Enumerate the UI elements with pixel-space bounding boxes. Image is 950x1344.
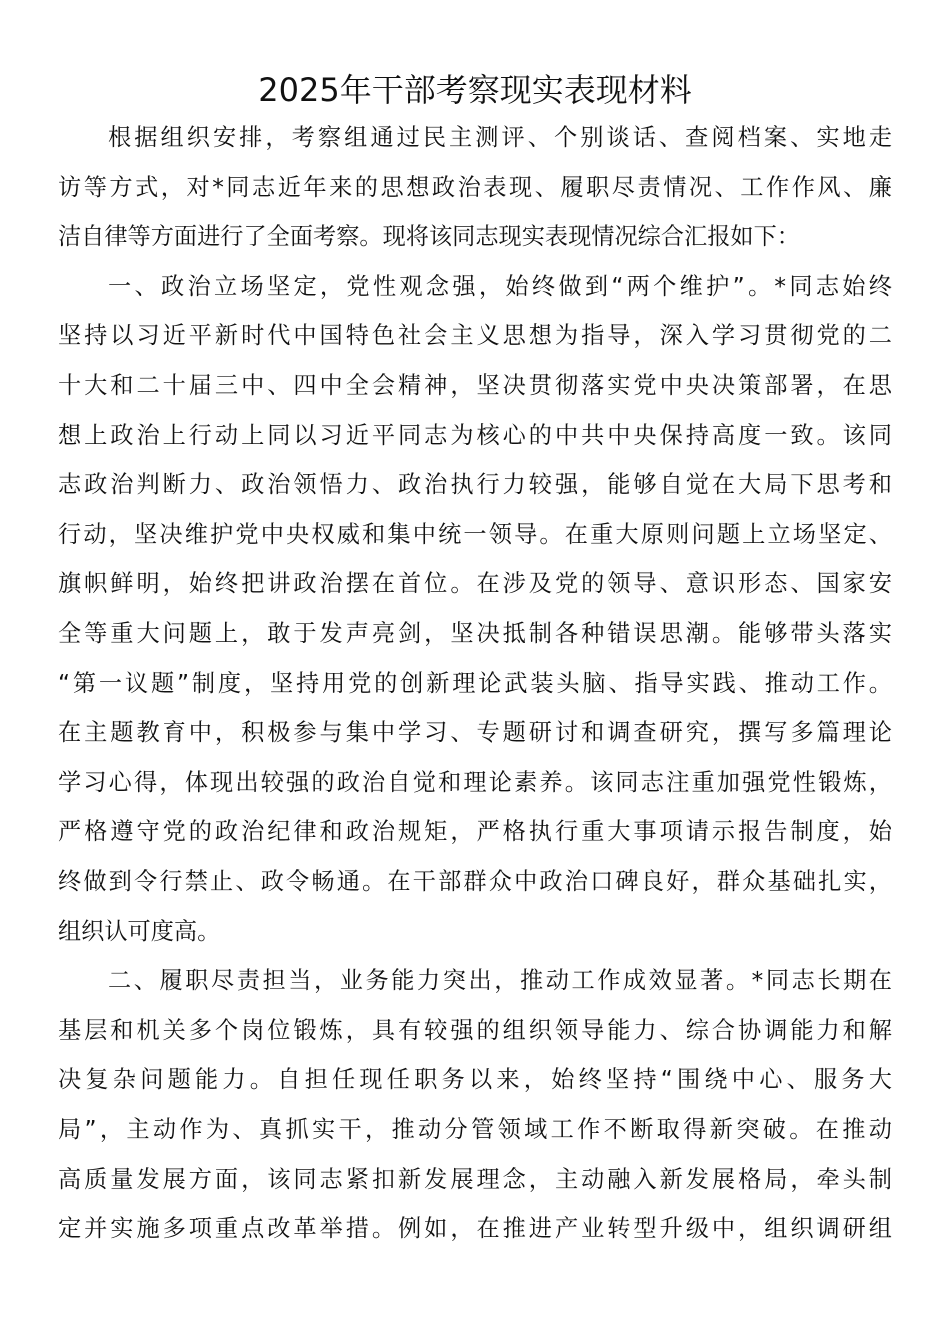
document-text-line: 高质量发展方面，该同志紧扣新发展理念，主动融入新发展格局，牵头制: [58, 1165, 892, 1193]
document-text-line: 想上政治上行动上同以习近平同志为核心的中共中央保持高度一致。该同: [58, 421, 892, 449]
document-text-line: 决复杂问题能力。自担任现任职务以来，始终坚持“围绕中心、服务大: [58, 1066, 892, 1094]
document-text-line: 旗帜鲜明，始终把讲政治摆在首位。在涉及党的领导、意识形态、国家安: [58, 570, 892, 598]
document-text-line: 组织认可度高。: [58, 917, 221, 945]
document-text-line: 终做到令行禁止、政令畅通。在干部群众中政治口碑良好，群众基础扎实，: [58, 868, 892, 895]
document-text-line: 坚持以习近平新时代中国特色社会主义思想为指导，深入学习贯彻党的二: [58, 322, 892, 350]
document-text-line: 十大和二十届三中、四中全会精神，坚决贯彻落实党中央决策部署，在思: [58, 372, 892, 399]
document-text-line: 在主题教育中，积极参与集中学习、专题研讨和调查研究，撰写多篇理论: [58, 719, 892, 747]
document-text-line: 根据组织安排，考察组通过民主测评、个别谈话、查阅档案、实地走: [108, 124, 892, 151]
document-text-line: 二、履职尽责担当，业务能力突出，推动工作成效显著。*同志长期在: [108, 967, 892, 995]
document-text-line: 志政治判断力、政治领悟力、政治执行力较强，能够自觉在大局下思考和: [58, 471, 892, 499]
document-text-line: 洁自律等方面进行了全面考察。现将该同志现实表现情况综合汇报如下：: [58, 223, 800, 251]
document-text-line: 基层和机关多个岗位锻炼，具有较强的组织领导能力、综合协调能力和解: [58, 1016, 892, 1044]
document-text-line: 学习心得，体现出较强的政治自觉和理论素养。该同志注重加强党性锻炼，: [58, 768, 892, 796]
document-text-line: 局”，主动作为、真抓实干，推动分管领域工作不断取得新突破。在推动: [58, 1116, 892, 1143]
document-text-line: 严格遵守党的政治纪律和政治规矩，严格执行重大事项请示报告制度，始: [58, 818, 892, 846]
document-text-line: 全等重大问题上，敢于发声亮剑，坚决抵制各种错误思潮。能够带头落实: [58, 620, 892, 647]
document-text-line: 访等方式，对*同志近年来的思想政治表现、履职尽责情况、工作作风、廉: [58, 173, 892, 201]
document-text-line: “第一议题”制度，坚持用党的创新理论武装头脑、指导实践、推动工作。: [58, 669, 892, 697]
document-text-line: 一、政治立场坚定，党性观念强，始终做到“两个维护”。*同志始终: [108, 272, 892, 300]
document-text-line: 定并实施多项重点改革举措。例如，在推进产业转型升级中，组织调研组: [58, 1215, 892, 1243]
document-text-line: 行动，坚决维护党中央权威和集中统一领导。在重大原则问题上立场坚定、: [58, 520, 892, 548]
document-title: 2025年干部考察现实表现材料: [258, 71, 692, 109]
